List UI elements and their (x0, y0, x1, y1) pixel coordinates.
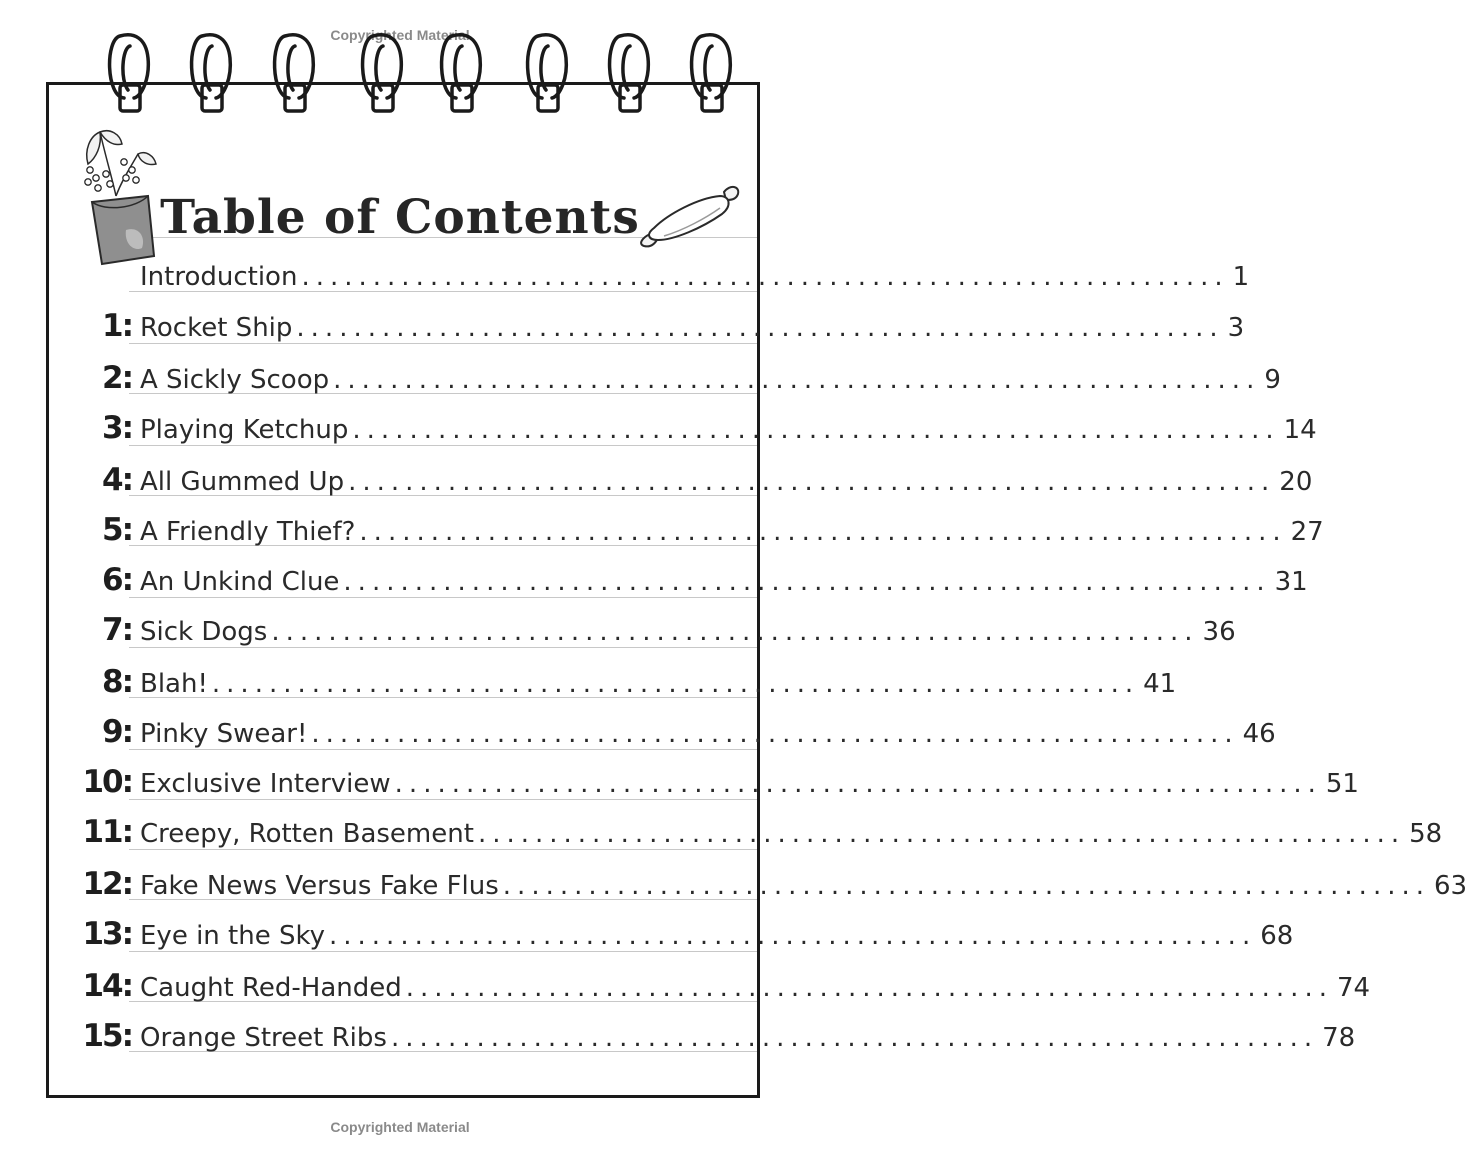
chapter-number: 10: (82, 764, 132, 800)
chapter-number: 7: (102, 612, 132, 648)
toc-line (140, 262, 1250, 292)
chapter-title: Orange Street Ribs (140, 1023, 387, 1053)
chapter-title: Sick Dogs (140, 617, 268, 647)
page-number: 9 (1264, 365, 1281, 395)
toc-line (140, 567, 1308, 597)
toc-line (140, 973, 1371, 1003)
chapter-number: 4: (102, 462, 132, 498)
dot-leader: ................................................................. (311, 719, 1239, 749)
chapter-title: Pinky Swear! (140, 719, 308, 749)
toc-line (140, 313, 1245, 343)
chapter-number: 6: (102, 562, 132, 598)
toc-line (140, 1023, 1356, 1053)
chapter-title: Fake News Versus Fake Flus (140, 871, 499, 901)
chapter-number: 9: (102, 714, 132, 750)
toc-entry-chapter-13 (80, 912, 1294, 954)
toc-entry-chapter-10 (80, 760, 1359, 802)
toc-entry-chapter-1 (80, 304, 1245, 346)
chapter-title: An Unkind Clue (140, 567, 340, 597)
toc-line (140, 921, 1294, 951)
chapter-number: 15: (82, 1018, 132, 1054)
dot-leader: ................................................................. (394, 769, 1322, 799)
page-number: 31 (1274, 567, 1308, 597)
chapter-title: Exclusive Interview (140, 769, 391, 799)
chapter-number: 13: (82, 916, 132, 952)
toc-entry-chapter-7 (80, 608, 1236, 650)
chapter-number: 8: (102, 664, 132, 700)
page-number: 1 (1232, 262, 1250, 292)
chapter-number: 5: (102, 512, 132, 548)
dot-leader: ................................................................. (348, 467, 1276, 497)
chapter-title: Creepy, Rotten Basement (140, 819, 474, 849)
chapter-title: Blah! (140, 669, 208, 699)
toc-entry-chapter-6 (80, 558, 1308, 600)
chapter-title: All Gummed Up (140, 467, 345, 497)
toc-entry-chapter-4 (80, 458, 1313, 500)
dot-leader: ................................................................. (333, 365, 1261, 395)
chapter-title: Rocket Ship (140, 313, 293, 343)
chapter-title: Playing Ketchup (140, 415, 349, 445)
toc-line (140, 365, 1281, 395)
page-number: 78 (1322, 1023, 1356, 1053)
toc-entry-chapter-15 (80, 1014, 1356, 1056)
toc-line (140, 415, 1317, 445)
dot-leader: ................................................................. (211, 669, 1140, 699)
page-number: 46 (1242, 719, 1276, 749)
toc-entry-chapter-14 (80, 964, 1371, 1006)
toc-line (140, 517, 1324, 547)
dot-leader: ................................................................. (390, 1023, 1319, 1053)
dot-leader: ................................................................. (477, 819, 1406, 849)
chapter-title: A Friendly Thief? (140, 517, 356, 547)
toc-entry-chapter-2 (80, 356, 1281, 398)
copyright-watermark-bottom: Copyrighted Material (330, 1119, 470, 1135)
dot-leader: ................................................................. (343, 567, 1271, 597)
page-number: 74 (1336, 973, 1371, 1003)
dot-leader: ................................................................. (405, 973, 1333, 1003)
dot-leader: ................................................................. (359, 517, 1287, 547)
toc-line (140, 719, 1276, 749)
page-number: 27 (1290, 517, 1324, 547)
page-number: 51 (1325, 769, 1359, 799)
page-number: 41 (1143, 669, 1177, 699)
toc-line (140, 871, 1467, 901)
chapter-title: A Sickly Scoop (140, 365, 330, 395)
chapter-title: Eye in the Sky (140, 921, 325, 951)
copyright-watermark-top: Copyrighted Material (330, 27, 470, 43)
toc-line (140, 669, 1177, 699)
page-number: 58 (1409, 819, 1443, 849)
chapter-number: 2: (102, 360, 132, 396)
chapter-title: Caught Red-Handed (140, 973, 402, 1003)
dot-leader: ................................................................. (301, 262, 1229, 292)
chapter-number: 1: (102, 308, 132, 344)
dot-leader: ................................................................. (271, 617, 1199, 647)
toc-line (140, 617, 1236, 647)
page-number: 36 (1202, 617, 1236, 647)
toc-line (140, 467, 1313, 497)
toc-entry-chapter-5 (80, 508, 1324, 550)
toc-entry-introduction (80, 253, 1250, 295)
page-number: 68 (1260, 921, 1294, 951)
dot-leader: ................................................................. (352, 415, 1280, 445)
dot-leader: ................................................................. (502, 871, 1430, 901)
chapter-number: 12: (82, 866, 132, 902)
chapter-title: Introduction (140, 262, 298, 292)
page-title: Table of Contents (160, 190, 640, 245)
dot-leader: ................................................................. (329, 921, 1257, 951)
chapter-number: 14: (82, 968, 132, 1004)
toc-entry-chapter-3 (80, 406, 1317, 448)
toc-entry-chapter-12 (80, 862, 1467, 904)
toc-line (140, 819, 1443, 849)
page-number: 63 (1434, 871, 1467, 901)
page-number: 14 (1283, 415, 1317, 445)
chapter-number: 3: (102, 410, 132, 446)
page-number: 3 (1227, 313, 1245, 343)
dot-leader: ................................................................. (296, 313, 1224, 343)
chapter-number: 11: (82, 814, 132, 850)
toc-entry-chapter-8 (80, 660, 1177, 702)
page-number: 20 (1279, 467, 1313, 497)
toc-line (140, 769, 1359, 799)
toc-entry-chapter-9 (80, 710, 1276, 752)
toc-entry-chapter-11 (80, 810, 1443, 852)
